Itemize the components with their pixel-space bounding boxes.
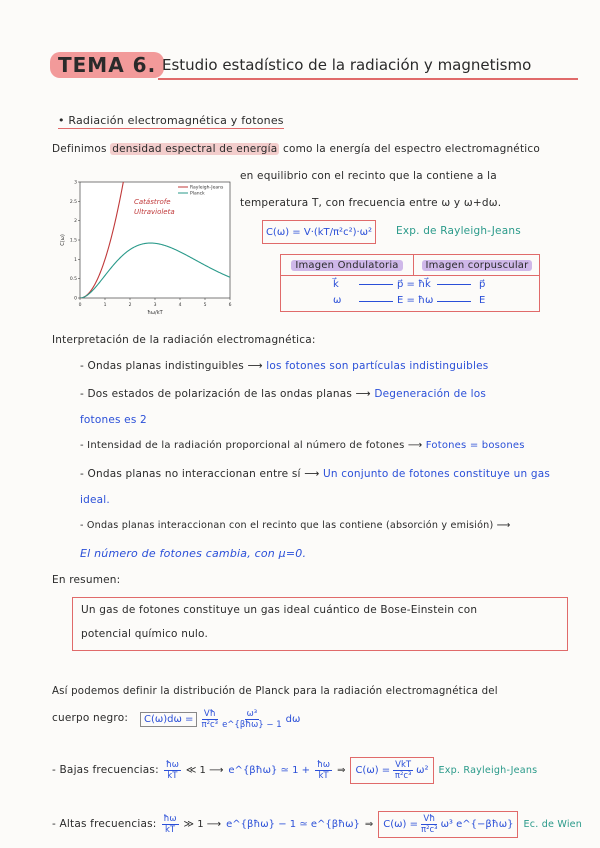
planck-formula xyxy=(140,703,300,735)
interpretation-heading: Interpretación de la radiación electromagnética: xyxy=(52,334,316,346)
low-cond-relation: ≪ 1 ⟶ xyxy=(185,764,224,776)
low-result-box xyxy=(350,757,433,784)
interpretation-item-5: - Ondas planas interaccionan con el recinto que las contiene (absorción y emisión) ⟶ xyxy=(80,520,511,531)
definition-prefix: Definimos xyxy=(52,143,107,155)
page-title: Estudio estadístico de la radiación y magnetismo xyxy=(162,56,532,74)
item-1-cause: - Ondas planas indistinguibles ⟶ xyxy=(80,360,263,372)
planck-formula-lhs: C(ω)dω = xyxy=(140,712,197,727)
planck-intro-line-2: cuerpo negro: xyxy=(52,712,129,724)
high-implies: ⇒ xyxy=(364,818,374,830)
low-frequency-label: - Bajas frecuencias: xyxy=(52,764,159,776)
table-row-2-arrow-right xyxy=(437,301,471,302)
table-row-1-middle: p⃗ = ħk⃗ xyxy=(397,279,431,290)
y-tick-label: 2 xyxy=(74,219,77,225)
chart-annotation: Ultravioleta xyxy=(134,208,175,216)
table-row-1-arrow-left xyxy=(359,284,393,285)
spectral-density-chart xyxy=(58,176,236,316)
low-cond-fraction xyxy=(164,760,181,781)
planck-fraction-1-num: Vħ xyxy=(203,708,216,719)
y-tick-label: 2.5 xyxy=(69,199,77,205)
low-result-lhs: C(ω) = xyxy=(355,764,391,776)
low-result-fraction xyxy=(393,760,413,781)
table-row-2 xyxy=(281,293,539,309)
item-4-effect-cont: ideal. xyxy=(80,494,110,506)
rayleigh-jeans-formula-box xyxy=(262,220,376,244)
legend-label: Rayleigh-Jeans xyxy=(190,185,224,191)
y-tick-label: 1.5 xyxy=(69,238,77,244)
low-implies: ⇒ xyxy=(337,764,346,776)
table-row-2-left: ω xyxy=(333,295,342,306)
item-1-effect: los fotones son partículas indistinguibles xyxy=(266,360,489,372)
section-heading: • Radiación electromagnética y fotones xyxy=(58,114,284,127)
low-expansion-den: kT xyxy=(318,770,329,781)
definition-line-1 xyxy=(52,143,540,155)
item-2-cause: - Dos estados de polarización de las ondas planas ⟶ xyxy=(80,388,371,400)
high-cond-num: ħω xyxy=(163,813,177,824)
y-tick-label: 0 xyxy=(74,296,77,302)
y-axis-label: C(ω) xyxy=(60,234,66,246)
title-underline xyxy=(158,78,578,80)
table-row-1 xyxy=(281,277,539,293)
definition-suffix: como la energía del espectro electromagnético xyxy=(282,143,540,155)
low-expansion-num: ħω xyxy=(317,759,331,770)
planck-fraction-2-num: ω³ xyxy=(246,708,258,719)
planck-fraction-2 xyxy=(222,709,282,730)
low-expansion-fraction xyxy=(315,760,332,781)
table-row-2-middle: E = ħω xyxy=(397,295,434,306)
high-result-box xyxy=(378,811,518,838)
low-cond-den: kT xyxy=(167,770,178,781)
x-tick-label: 6 xyxy=(228,303,232,308)
planck-fraction-1 xyxy=(201,709,218,730)
high-expansion: e^{βħω} − 1 ≃ e^{βħω} xyxy=(226,818,360,830)
low-frequency-row xyxy=(52,752,592,788)
table-header-right xyxy=(415,255,539,275)
high-result-num: Vħ xyxy=(423,813,436,824)
table-header-right-text: Imagen corpuscular xyxy=(422,260,533,271)
table-header-left xyxy=(281,255,413,275)
item-5-effect: El número de fotones cambia, con μ=0. xyxy=(80,547,307,560)
tema-label: TEMA 6. xyxy=(50,52,164,78)
x-tick-label: 4 xyxy=(178,303,182,308)
table-row-1-right: p⃗ xyxy=(479,279,486,290)
summary-box xyxy=(72,597,568,651)
highlighted-term: densidad espectral de energía xyxy=(112,143,278,155)
x-tick-label: 1 xyxy=(103,303,107,308)
item-2-effect-cont: fotones es 2 xyxy=(80,414,147,426)
x-tick-label: 3 xyxy=(153,303,157,308)
item-3-cause: - Intensidad de la radiación proporcional al número de fotones ⟶ xyxy=(80,440,423,451)
x-tick-label: 0 xyxy=(78,303,82,308)
planck-fraction-1-den: π²c³ xyxy=(201,719,219,730)
x-axis-label: ħω/kT xyxy=(147,310,163,316)
planck-formula-tail: dω xyxy=(285,713,301,725)
high-result-label: Ec. de Wien xyxy=(523,818,583,830)
high-cond-fraction xyxy=(162,814,179,835)
y-tick-label: 1 xyxy=(74,257,77,263)
item-4-effect: Un conjunto de fotones constituye un gas xyxy=(323,468,551,480)
interpretation-item-4 xyxy=(80,468,550,480)
summary-line-1: Un gas de fotones constituye un gas ideal cuántico de Bose-Einstein con xyxy=(81,604,478,616)
low-cond-num: ħω xyxy=(165,759,179,770)
high-cond-relation: ≫ 1 ⟶ xyxy=(183,818,222,830)
low-result-den: π²c³ xyxy=(394,770,412,781)
low-result-tail: ω² xyxy=(416,764,429,776)
item-2-effect: Degeneración de los xyxy=(374,388,487,400)
low-result-num: VkT xyxy=(395,759,412,770)
table-header-left-text: Imagen Ondulatoria xyxy=(291,260,402,271)
low-expansion: e^{βħω} ≃ 1 + xyxy=(228,764,311,776)
high-result-tail: ω³ e^{−βħω} xyxy=(440,818,514,830)
definition-line-3: temperatura T, con frecuencia entre ω y ω+dω. xyxy=(240,197,502,209)
planck-fraction-2-den: e^{βħω} − 1 xyxy=(222,719,282,730)
high-result-den: π²c³ xyxy=(420,824,438,835)
table-row-1-left: k⃗ xyxy=(333,279,339,290)
wave-particle-table xyxy=(280,254,540,312)
high-frequency-label: - Altas frecuencias: xyxy=(52,818,157,830)
interpretation-item-2 xyxy=(80,388,486,400)
rayleigh-jeans-formula: C(ω) = V·(kT/π²c²)·ω² xyxy=(265,226,373,238)
summary-line-2: potencial químico nulo. xyxy=(81,628,209,640)
chart-annotation: Catástrofe xyxy=(134,198,171,206)
y-tick-label: 0.5 xyxy=(69,277,77,283)
rayleigh-jeans-label: Exp. de Rayleigh-Jeans xyxy=(396,225,521,237)
high-frequency-row xyxy=(52,806,592,842)
planck-intro-line-1: Así podemos definir la distribución de Planck para la radiación electromagnética del xyxy=(52,686,498,697)
table-row-1-arrow-right xyxy=(437,284,471,285)
interpretation-item-3 xyxy=(80,440,525,451)
high-result-fraction xyxy=(421,814,438,835)
high-cond-den: kT xyxy=(164,824,176,835)
item-3-effect: Fotones = bosones xyxy=(425,440,525,451)
x-tick-label: 5 xyxy=(203,303,207,308)
table-row-2-right: E xyxy=(479,295,486,306)
x-tick-label: 2 xyxy=(128,303,132,308)
interpretation-item-1 xyxy=(80,360,488,372)
y-tick-label: 3 xyxy=(74,180,77,186)
table-row-2-arrow-left xyxy=(359,301,393,302)
definition-line-2: en equilibrio con el recinto que la contiene a la xyxy=(240,170,497,182)
legend-label: Planck xyxy=(190,191,205,197)
summary-label: En resumen: xyxy=(52,574,121,586)
high-result-lhs: C(ω) = xyxy=(383,818,418,830)
title-bar xyxy=(40,50,580,82)
item-4-cause: - Ondas planas no interaccionan entre sí ⟶ xyxy=(80,468,320,480)
low-result-label: Exp. Rayleigh-Jeans xyxy=(438,764,538,776)
